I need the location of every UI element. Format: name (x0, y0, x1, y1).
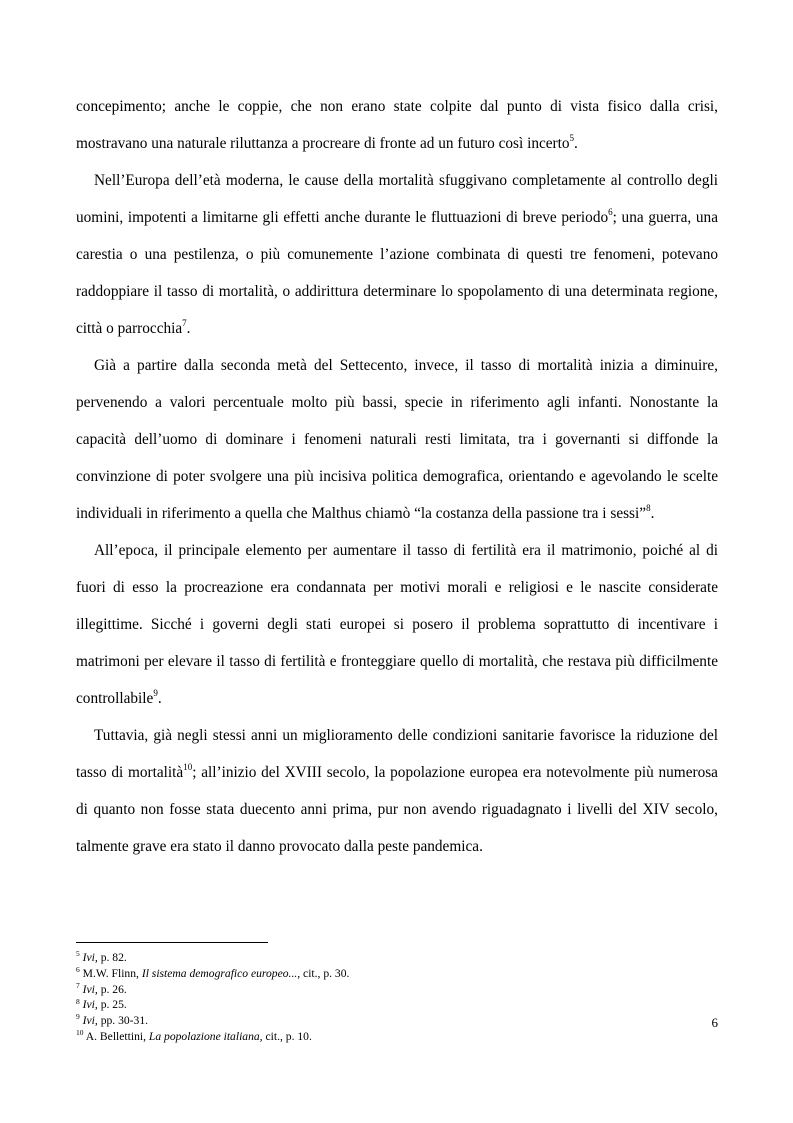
footnote-number: 6 (76, 964, 80, 974)
footnote-text: p. 25. (97, 998, 127, 1012)
footnote-reference[interactable]: 10 (183, 761, 193, 772)
footnote-reference[interactable]: 7 (182, 317, 187, 328)
paragraph-text: Tuttavia, già negli stessi anni un miglioramento delle condizioni sanitarie favorisce la riduzione del tasso di mortalità (76, 727, 718, 781)
footnote-number: 8 (76, 996, 80, 1006)
paragraph-text: . (650, 505, 655, 522)
footnote-text: p. 26. (97, 982, 127, 996)
paragraph (76, 717, 718, 865)
footnote-text: pp. 30-31. (97, 1014, 149, 1028)
paragraph (76, 532, 718, 717)
footnote (76, 982, 718, 998)
footnote (76, 966, 718, 982)
footnotes (76, 950, 718, 1045)
footnote (76, 1029, 718, 1045)
footnote-citation-italic: Il sistema demografico europeo..., (141, 966, 301, 980)
paragraph-text: Già a partire dalla seconda metà del Settecento, invece, il tasso di mortalità inizia a diminuire, pervenendo a valori percentuale molto più bassi, specie in riferimento agli infanti. Nonostante la capacità dell’uomo di dominare i fenomeni naturali resti limitata, tra i governanti si diffonde la convinzione di poter svolgere una più incisiva politica demografica, orientando e agevolando le scelte individuali in riferimento a quella che Malthus chiamò “la costanza della passione tra i sessi” (76, 357, 718, 522)
paragraph-text: ; all’inizio del XVIII secolo, la popolazione europea era notevolmente più numerosa di quanto non fosse stata duecento anni prima, pur non avendo riguadagnato i livelli del XIV secolo, talmente grave era stato il danno provocato dalla peste pandemica. (76, 764, 718, 855)
footnote-citation-italic: Ivi, (82, 1014, 98, 1028)
paragraph (76, 88, 718, 162)
footnote-text: M.W. Flinn, (82, 966, 142, 980)
footnote-text: A. Bellettini, (85, 1029, 149, 1043)
paragraph (76, 162, 718, 347)
page-number: 6 (711, 1015, 718, 1030)
footnote (76, 997, 718, 1013)
footnote-citation-italic: Ivi, (82, 998, 98, 1012)
paragraph-text: . (157, 690, 162, 707)
footnote-citation-italic: Ivi, (82, 951, 98, 964)
footnote (76, 1013, 718, 1029)
footnote-reference[interactable]: 9 (153, 687, 158, 698)
footnote-reference[interactable]: 5 (569, 132, 575, 143)
footnote (76, 950, 718, 966)
footnote-text: cit., p. 10. (262, 1029, 312, 1043)
body-text (76, 88, 718, 865)
paragraph-text: . (574, 135, 578, 152)
paragraph-text: concepimento; anche le coppie, che non erano state colpite dal punto di vista fisico dalla crisi, mostravano una naturale riluttanza a procreare di fronte ad un futuro così incerto (76, 98, 718, 152)
footnote-number: 10 (76, 1028, 84, 1038)
footnote-reference[interactable]: 6 (608, 206, 613, 217)
paragraph-text: Nell’Europa dell’età moderna, le cause della mortalità sfuggivano completamente al controllo degli uomini, impotenti a limitarne gli effetti anche durante le fluttuazioni di breve periodo (76, 172, 718, 226)
paragraph-text: . (186, 320, 191, 337)
paragraph-text: ; una guerra, una carestia o una pestilenza, o più comunemente l’azione combinata di questi tre fenomeni, potevano raddoppiare il tasso di mortalità, o addirittura determinare lo spopolamento di una determinata regione, città o parrocchia (76, 209, 718, 337)
footnote-text: cit., p. 30. (300, 966, 350, 980)
footnote-number: 9 (76, 1012, 80, 1022)
footnote-citation-italic: Ivi, (82, 982, 98, 996)
footnote-reference[interactable]: 8 (646, 502, 651, 513)
footnote-number: 5 (76, 949, 80, 959)
paragraph (76, 347, 718, 532)
footnote-separator (76, 942, 268, 943)
paragraph-text: All’epoca, il principale elemento per aumentare il tasso di fertilità era il matrimonio, poiché al di fuori di esso la procreazione era condannata per motivi morali e religiosi e le nascite considerate illegittime. Sicché i governi degli stati europei si posero il problema soprattutto di incentivare i matrimoni per elevare il tasso di fertilità e fronteggiare quello di mortalità, che restava più difficilmente controllabile (76, 542, 718, 707)
footnote-number: 7 (76, 980, 80, 990)
footnote-citation-italic: La popolazione italiana, (148, 1029, 263, 1043)
footnote-text: p. 82. (97, 951, 127, 964)
